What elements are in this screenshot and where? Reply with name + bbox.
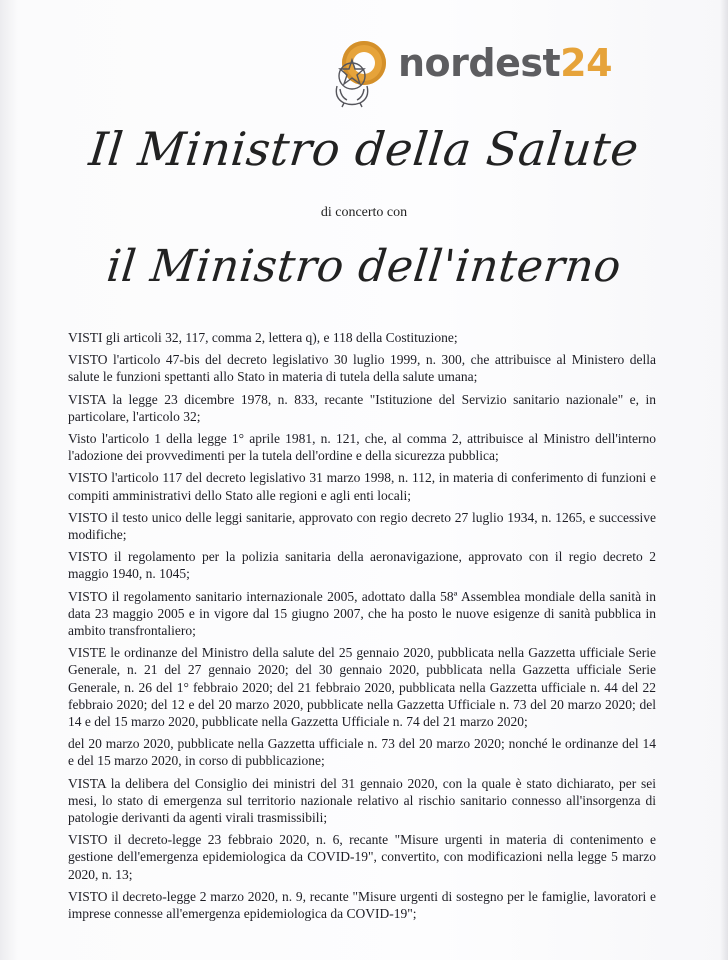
paragraph: VISTE le ordinanze del Ministro della salute del 25 gennaio 2020, pubblicata nella Gazzetta ufficiale Serie Generale, n. 21 del 27 gennaio 2020; del 30 gennaio 2020, pubblicata nella Gazzetta ufficiale Serie Generale, n. 26 del 1° febbraio 2020; del 21 febbraio 2020, pubblicata nella Gazzetta ufficiale n. 44 del 22 febbraio 2020; del 12 e del 20 marzo 2020, pubblicate nella Gazzetta Ufficiale n. 73 del 20 marzo 2020; del 14 e del 15 marzo 2020, pubblicate nella Gazzetta Ufficiale n. 74 del 21 marzo 2020;	[68, 645, 656, 730]
paragraph: VISTI gli articoli 32, 117, comma 2, lettera q), e 118 della Costituzione;	[68, 330, 458, 345]
subtitle: di concerto con	[320, 205, 408, 220]
paragraph: del 20 marzo 2020, pubblicate nella Gazzetta ufficiale n. 73 del 20 marzo 2020; nonché le ordinanze del 14 e del 15 marzo 2020, in corso di pubblicazione;	[68, 736, 656, 769]
paragraph: Visto l'articolo 1 della legge 1° aprile 1981, n. 121, che, al comma 2, attribuisce al Ministro dell'interno l'adozione dei provvedimenti per la tutela dell'ordine e della sicurezza pubblica;	[68, 431, 656, 464]
page-title: Il Ministro della Salute	[86, 122, 642, 176]
document-body	[68, 329, 656, 927]
watermark-brand-main: nordest	[398, 41, 561, 85]
paragraph: VISTA la delibera del Consiglio dei ministri del 31 gennaio 2020, con la quale è stato dichiarato, per sei mesi, lo stato di emergenza sul territorio nazionale relativo al rischio sanitario connesso all'insorgenza di patologie derivanti da agenti virali trasmissibili;	[68, 775, 656, 826]
paragraph: VISTA la legge 23 dicembre 1978, n. 833, recante "Istituzione del Servizio sanitario nazionale" e, in particolare, l'articolo 32;	[68, 391, 656, 424]
nordest24-watermark	[342, 38, 612, 88]
paragraph: VISTO il decreto-legge 2 marzo 2020, n. 9, recante "Misure urgenti di sostegno per le famiglie, lavoratori e imprese connesse all'emergenza epidemiologica da COVID-19";	[68, 888, 656, 922]
paragraph: VISTO l'articolo 117 del decreto legislativo 31 marzo 1998, n. 112, in materia di conferimento di funzioni e compiti amministrativi dello Stato alle regioni e agli enti locali;	[68, 470, 656, 503]
paragraph: VISTO il regolamento per la polizia sanitaria della aeronavigazione, approvato con il regio decreto 2 maggio 1940, n. 1045;	[68, 549, 656, 582]
paragraph: VISTO il regolamento sanitario internazionale 2005, adottato dalla 58ª Assemblea mondiale della sanità in data 23 maggio 2005 e in vigore dal 15 giugno 2007, che ha posto le nuove esigenze di sanità pubblica in ambito transfrontaliero;	[68, 588, 656, 639]
paragraph: VISTO il decreto-legge 23 febbraio 2020, n. 6, recante "Misure urgenti in materia di contenimento e gestione dell'emergenza epidemiologica da COVID-19", convertito, con modificazioni nella legge 5 marzo 2020, n. 13;	[68, 832, 656, 882]
second-title: il Ministro dell'interno	[104, 241, 624, 292]
watermark-brand-accent: 24	[560, 41, 613, 85]
paragraph: VISTO il testo unico delle leggi sanitarie, approvato con regio decreto 27 luglio 1934, n. 1265, e successive modifiche;	[68, 509, 656, 543]
watermark-text	[398, 41, 613, 85]
paragraph: VISTO l'articolo 47-bis del decreto legislativo 30 luglio 1999, n. 300, che attribuisce al Ministero della salute le funzioni spettanti allo Stato in materia di tutela della salute umana;	[68, 352, 656, 385]
italian-republic-emblem-icon	[332, 56, 372, 108]
